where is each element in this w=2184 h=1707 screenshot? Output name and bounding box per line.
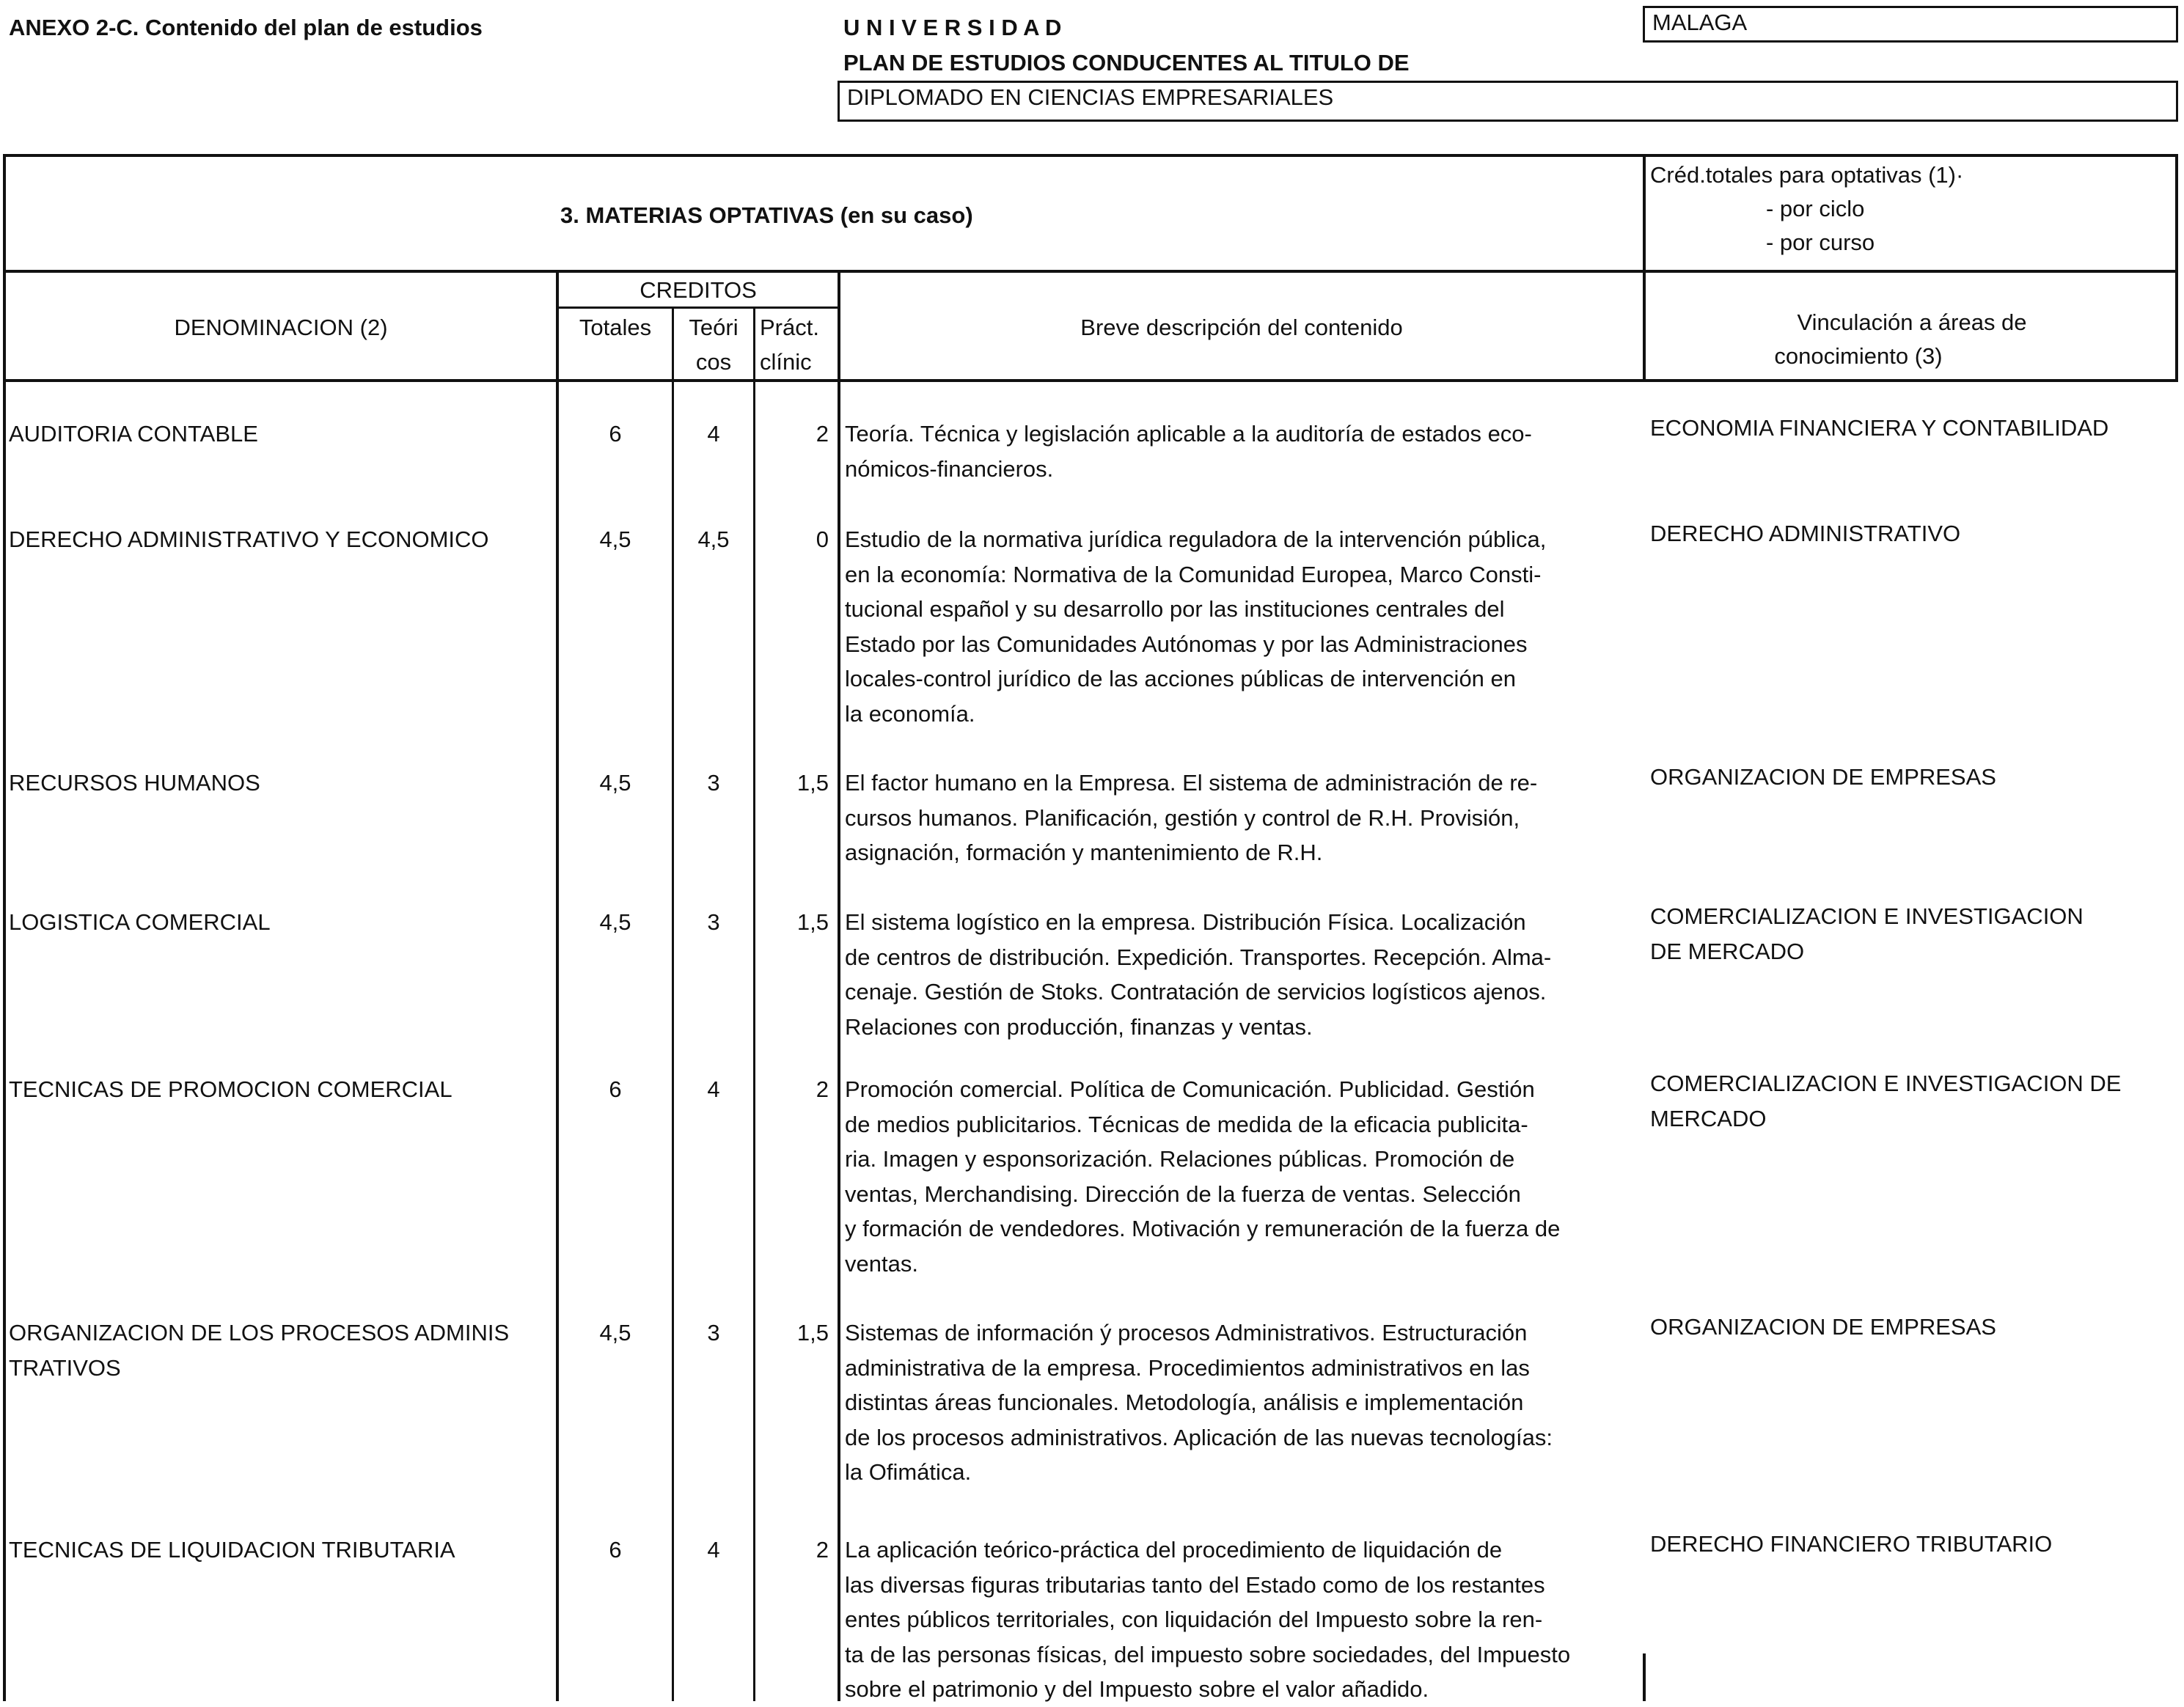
col-descripcion-left xyxy=(838,271,840,1701)
plan-label: PLAN DE ESTUDIOS CONDUCENTES AL TITULO DE xyxy=(843,50,1410,76)
col-header-teoricos-2: cos xyxy=(695,349,732,375)
credits-totales: 6 xyxy=(609,1076,622,1102)
col-header-denominacion: DENOMINACION (2) xyxy=(174,315,388,340)
credits-teoricos: 3 xyxy=(707,909,720,935)
course-description-line: ventas, Merchandising. Dirección de la fuerza de ventas. Selección xyxy=(845,1181,1521,1207)
course-name: ORGANIZACION DE LOS PROCESOS ADMINIS xyxy=(9,1320,510,1346)
col-header-vinculacion-1: Vinculación a áreas de xyxy=(1797,309,2027,335)
course-name: TRATIVOS xyxy=(9,1354,121,1381)
credits-totales: 6 xyxy=(609,1537,622,1563)
col-totales-left xyxy=(556,271,559,1701)
col-header-vinculacion-2: conocimiento (3) xyxy=(1774,343,1943,369)
section-title: 3. MATERIAS OPTATIVAS (en su caso) xyxy=(560,202,973,228)
col-header-totales: Totales xyxy=(579,315,652,340)
table-top-border xyxy=(3,154,2178,157)
course-name: RECURSOS HUMANOS xyxy=(9,770,260,796)
credits-totales: 4,5 xyxy=(599,526,631,552)
course-description-line: locales-control jurídico de las acciones públicas de intervención en xyxy=(845,666,1517,691)
col-practicos-left xyxy=(753,306,755,1701)
university-name: MALAGA xyxy=(1652,10,1748,35)
course-description-line: nómicos-financieros. xyxy=(845,455,1054,482)
credits-teoricos: 4 xyxy=(707,1076,720,1102)
course-description-line: las diversas figuras tributarias tanto del Estado como de los restantes xyxy=(845,1571,1545,1598)
credits-practicos: 2 xyxy=(816,1076,829,1102)
course-description-line: Teoría. Técnica y legislación aplicable a la auditoría de estados eco- xyxy=(845,421,1532,447)
section-divider xyxy=(3,270,2178,273)
col-header-creditos: CREDITOS xyxy=(640,277,757,303)
course-description-line: Estado por las Comunidades Autónomas y por las Administraciones xyxy=(845,631,1528,657)
course-name: TECNICAS DE PROMOCION COMERCIAL xyxy=(9,1076,452,1102)
course-description-line: y formación de vendedores. Motivación y remuneración de la fuerza de xyxy=(845,1216,1561,1241)
university-label: U N I V E R S I D A D xyxy=(843,15,1062,40)
course-description-line: El sistema logístico en la empresa. Distribución Física. Localización xyxy=(845,909,1526,935)
course-description-line: La aplicación teórico-práctica del procedimiento de liquidación de xyxy=(845,1537,1503,1563)
course-description-line: ta de las personas físicas, del impuesto sobre sociedades, del Impuesto xyxy=(845,1641,1571,1667)
degree-name: DIPLOMADO EN CIENCIAS EMPRESARIALES xyxy=(847,84,1334,110)
knowledge-area: MERCADO xyxy=(1650,1105,1767,1131)
credits-teoricos: 4 xyxy=(707,421,720,447)
credits-total-line-3: - por curso xyxy=(1766,230,1875,255)
knowledge-area: DE MERCADO xyxy=(1650,938,1805,964)
course-name: AUDITORIA CONTABLE xyxy=(9,421,258,447)
annex-title: ANEXO 2-C. Contenido del plan de estudios xyxy=(9,15,483,40)
course-description-line: sobre el patrimonio y del Impuesto sobre el valor añadido. xyxy=(845,1676,1429,1702)
col-header-teoricos-1: Teóri xyxy=(689,315,739,340)
credits-practicos: 1,5 xyxy=(796,909,829,935)
course-description-line: la Ofimática. xyxy=(845,1459,972,1485)
course-description-line: asignación, formación y mantenimiento de R.H. xyxy=(845,840,1323,865)
course-description-line: Promoción comercial. Política de Comunicación. Publicidad. Gestión xyxy=(845,1076,1535,1102)
credits-teoricos: 3 xyxy=(707,1320,720,1346)
knowledge-area: ORGANIZACION DE EMPRESAS xyxy=(1650,764,1996,790)
vinculacion-divider-bottom xyxy=(1643,1653,1646,1701)
credits-teoricos: 3 xyxy=(707,770,720,796)
credits-totales: 4,5 xyxy=(599,770,631,796)
credits-total-line-1: Créd.totales para optativas (1)· xyxy=(1650,162,1964,188)
course-description-line: tucional español y su desarrollo por las instituciones centrales del xyxy=(845,596,1505,622)
course-description-line: de los procesos administrativos. Aplicación de las nuevas tecnologías: xyxy=(845,1424,1553,1450)
credits-totales: 6 xyxy=(609,421,622,447)
credits-totales: 4,5 xyxy=(599,1320,631,1346)
course-description-line: entes públicos territoriales, con liquidación del Impuesto sobre la ren- xyxy=(845,1607,1543,1632)
credits-practicos: 1,5 xyxy=(796,1320,829,1346)
knowledge-area: COMERCIALIZACION E INVESTIGACION DE xyxy=(1650,1071,2122,1096)
col-teoricos-left xyxy=(672,306,674,1701)
course-name: TECNICAS DE LIQUIDACION TRIBUTARIA xyxy=(9,1537,455,1563)
credits-teoricos: 4,5 xyxy=(697,526,730,552)
course-name: LOGISTICA COMERCIAL xyxy=(9,909,271,935)
knowledge-area: ECONOMIA FINANCIERA Y CONTABILIDAD xyxy=(1650,415,2109,441)
course-description-line: Sistemas de información ý procesos Administrativos. Estructuración xyxy=(845,1320,1528,1346)
credits-teoricos: 4 xyxy=(707,1537,720,1563)
col-header-descripcion: Breve descripción del contenido xyxy=(1080,315,1403,340)
credits-practicos: 2 xyxy=(816,1537,829,1563)
course-description-line: cenaje. Gestión de Stoks. Contratación de servicios logísticos ajenos. xyxy=(845,979,1547,1005)
table-left-border xyxy=(3,154,6,1701)
course-description-line: la economía. xyxy=(845,700,975,727)
credits-practicos: 2 xyxy=(816,421,829,447)
header-bottom-border xyxy=(3,379,2178,382)
col-header-practicos-1: Práct. xyxy=(760,315,819,340)
credits-practicos: 1,5 xyxy=(796,770,829,796)
knowledge-area: COMERCIALIZACION E INVESTIGACION xyxy=(1650,903,2084,929)
degree-box xyxy=(838,81,2178,122)
knowledge-area: DERECHO FINANCIERO TRIBUTARIO xyxy=(1650,1531,2053,1557)
university-name-box xyxy=(1643,6,2178,43)
course-description-line: distintas áreas funcionales. Metodología, análisis e implementación xyxy=(845,1390,1524,1415)
credits-total-line-2: - por ciclo xyxy=(1766,196,1865,221)
course-description-line: Estudio de la normativa jurídica reguladora de la intervención pública, xyxy=(845,526,1547,552)
course-description-line: Relaciones con producción, finanzas y ventas. xyxy=(845,1013,1313,1040)
course-description-line: de centros de distribución. Expedición. Transportes. Recepción. Alma- xyxy=(845,944,1552,970)
knowledge-area: ORGANIZACION DE EMPRESAS xyxy=(1650,1314,1996,1340)
course-description-line: cursos humanos. Planificación, gestión y control de R.H. Provisión, xyxy=(845,804,1520,831)
course-name: DERECHO ADMINISTRATIVO Y ECONOMICO xyxy=(9,526,489,552)
knowledge-area: DERECHO ADMINISTRATIVO xyxy=(1650,521,1961,546)
credits-practicos: 0 xyxy=(816,526,829,552)
course-description-line: ria. Imagen y esponsorización. Relaciones públicas. Promoción de xyxy=(845,1146,1515,1172)
course-description-line: de medios publicitarios. Técnicas de medida de la eficacia publicita- xyxy=(845,1111,1528,1137)
course-description-line: en la economía: Normativa de la Comunidad Europea, Marco Consti- xyxy=(845,561,1542,587)
course-description-line: El factor humano en la Empresa. El sistema de administración de re- xyxy=(845,770,1538,796)
col-header-practicos-2: clínic xyxy=(760,349,812,375)
table-right-border xyxy=(2175,154,2178,382)
course-description-line: administrativa de la empresa. Procedimientos administrativos en las xyxy=(845,1354,1530,1381)
course-description-line: ventas. xyxy=(845,1250,918,1277)
credits-totales: 4,5 xyxy=(599,909,631,935)
